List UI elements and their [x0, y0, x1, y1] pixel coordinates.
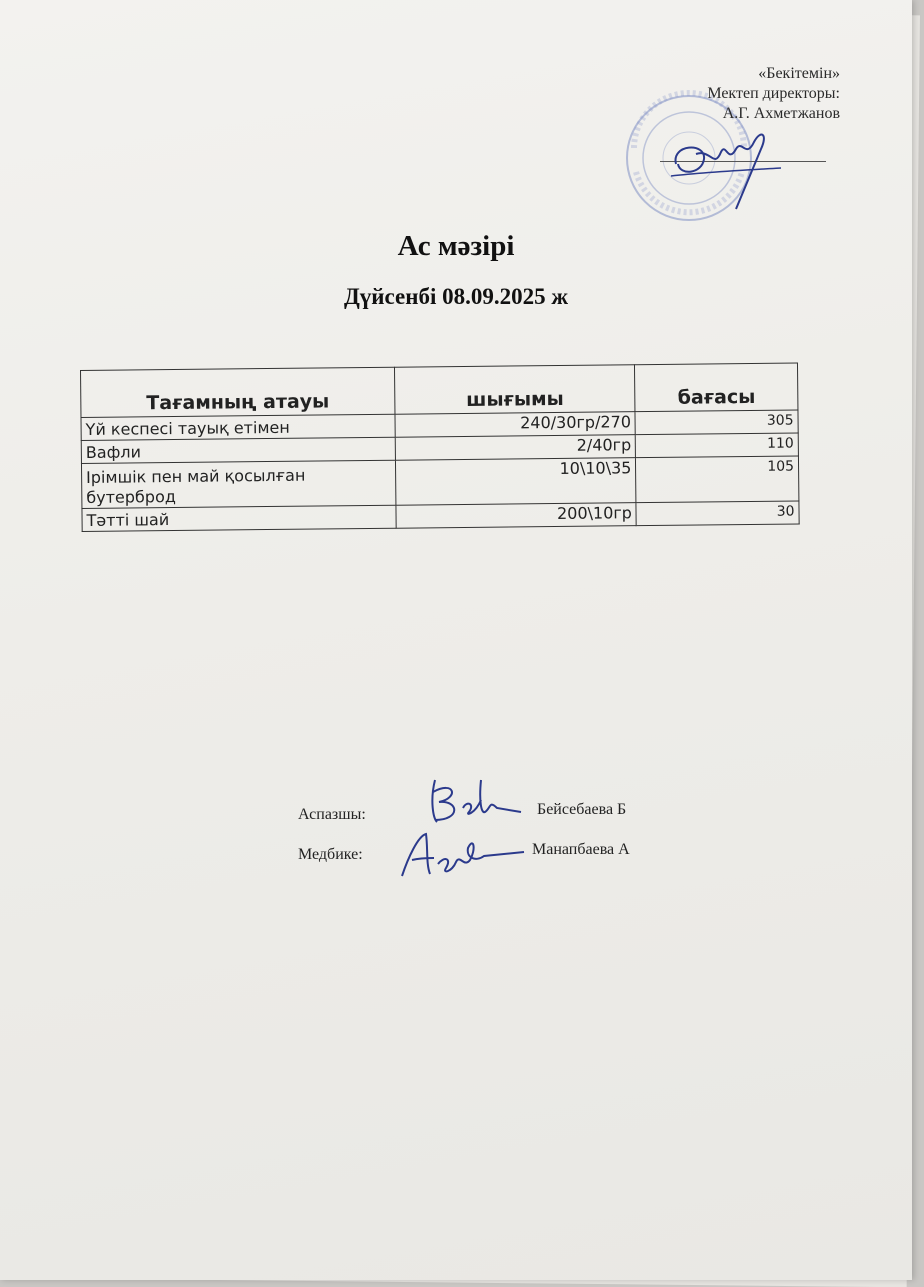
- header-yield: шығымы: [394, 365, 635, 415]
- approval-heading: «Бекітемін»: [758, 65, 840, 82]
- director-signature-icon: [666, 124, 786, 214]
- dish-name: Үй кеспесі тауық етімен: [81, 414, 395, 440]
- cook-role-label: Аспазшы:: [298, 806, 366, 823]
- nurse-role-label: Медбике:: [298, 846, 363, 863]
- dish-price: 110: [636, 433, 799, 458]
- dish-price: 105: [636, 456, 799, 503]
- approval-position: Мектеп директоры:: [707, 85, 840, 102]
- dish-yield: 2/40гр: [395, 435, 636, 461]
- cook-name: Бейсебаева Б: [537, 801, 627, 818]
- cook-signature-icon: [425, 770, 525, 830]
- header-name: Тағамның атауы: [81, 367, 395, 417]
- nurse-signature-icon: [402, 834, 524, 876]
- table-row: [81, 456, 798, 509]
- dish-name: Тәтті шай: [82, 505, 396, 531]
- approval-block: [640, 64, 840, 124]
- dish-price: 30: [636, 501, 799, 526]
- page-subtitle: Дүйсенбі 08.09.2025 ж: [343, 284, 569, 309]
- page-title: Ас мәзірі: [397, 230, 515, 262]
- dish-name: Ірімшік пен май қосылған бутерброд: [81, 460, 395, 508]
- dish-yield: 200\10гр: [396, 503, 637, 529]
- menu-table: [80, 362, 800, 532]
- dish-price: 305: [635, 410, 798, 435]
- header-price: бағасы: [635, 363, 798, 412]
- table-header-row: [81, 363, 798, 418]
- approval-name: А.Г. Ахметжанов: [722, 105, 840, 122]
- dish-yield: 240/30гр/270: [395, 412, 636, 438]
- dish-name: Вафли: [81, 437, 395, 463]
- nurse-name: Манапбаева А: [532, 841, 630, 858]
- dish-yield: 10\10\35: [395, 458, 636, 506]
